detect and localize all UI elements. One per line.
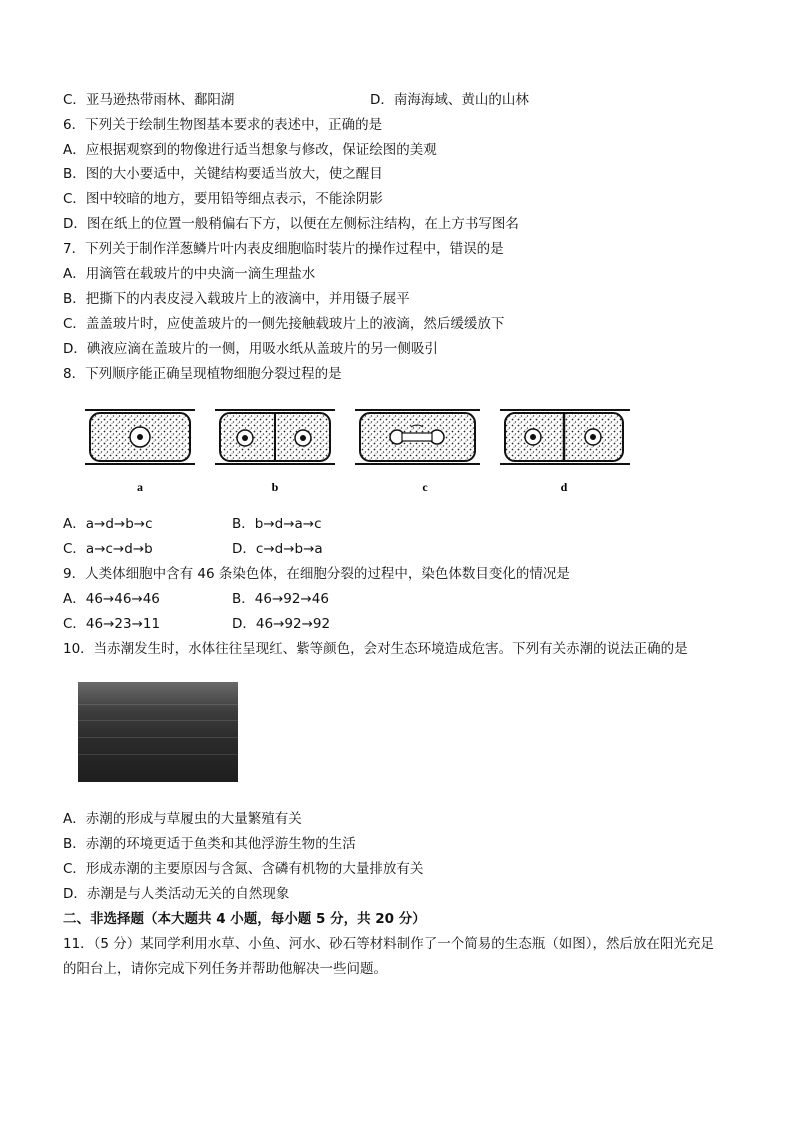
fig-label-b: b — [271, 480, 279, 494]
q10-option-b: B．赤潮的环境更适于鱼类和其他浮游生物的生活 — [63, 836, 356, 852]
section-2-heading: 二、非选择题（本大题共 4 小题，每小题 5 分，共 20 分） — [63, 911, 426, 927]
q7-option-b: B．把撕下的内表皮浸入载玻片上的液滴中，并用镊子展平 — [63, 291, 410, 307]
q9-option-a: A．46→46→46 — [63, 591, 160, 607]
cell-c — [355, 410, 480, 464]
q7-option-d: D．碘液应滴在盖玻片的一侧，用吸水纸从盖玻片的另一侧吸引 — [63, 341, 438, 357]
q6-option-b: B．图的大小要适中，关键结构要适当放大，使之醒目 — [63, 166, 383, 182]
q7-option-c: C．盖盖玻片时，应使盖玻片的一侧先接触载玻片上的液滴，然后缓缓放下 — [63, 316, 505, 332]
q7-stem: 7．下列关于制作洋葱鳞片叶内表皮细胞临时装片的操作过程中，错误的是 — [63, 241, 504, 257]
fig-label-c: c — [422, 480, 428, 494]
q6-stem: 6．下列关于绘制生物图基本要求的表述中，正确的是 — [63, 117, 383, 133]
q9-stem: 9．人类体细胞中含有 46 条染色体，在细胞分裂的过程中，染色体数目变化的情况是 — [63, 566, 570, 582]
q7-option-a: A．用滴管在载玻片的中央滴一滴生理盐水 — [63, 266, 316, 282]
fig-label-a: a — [137, 480, 143, 494]
q6-option-d: D．图在纸上的位置一般稍偏右下方，以便在左侧标注结构，在上方书写图名 — [63, 216, 519, 232]
q8-option-b: B．b→d→a→c — [232, 516, 322, 532]
q10-stem: 10．当赤潮发生时，水体往往呈现红、紫等颜色，会对生态环境造成危害。下列有关赤潮的说法正确的是 — [63, 641, 688, 657]
q6-option-c: C．图中较暗的地方，要用铅等细点表示，不能涂阴影 — [63, 191, 383, 207]
q5-option-c: C．亚马逊热带雨林、鄱阳湖 — [63, 92, 235, 108]
q9-option-d: D．46→92→92 — [232, 616, 331, 632]
q9-option-b: B．46→92→46 — [232, 591, 329, 607]
cell-b — [215, 410, 335, 464]
q11-stem-line-2: 的阳台上，请你完成下列任务并帮助他解决一些问题。 — [63, 961, 387, 977]
cell-division-figure — [85, 400, 630, 500]
q8-option-c: C．a→c→d→b — [63, 541, 153, 557]
cell-d — [500, 410, 630, 464]
q8-stem: 8．下列顺序能正确呈现植物细胞分裂过程的是 — [63, 366, 342, 382]
q10-option-d: D．赤潮是与人类活动无关的自然现象 — [63, 886, 290, 902]
cell-a — [85, 410, 195, 464]
q10-option-c: C．形成赤潮的主要原因与含氮、含磷有机物的大量排放有关 — [63, 861, 424, 877]
q6-option-a: A．应根据观察到的物像进行适当想象与修改，保证绘图的美观 — [63, 142, 437, 158]
q8-option-d: D．c→d→b→a — [232, 541, 323, 557]
q9-option-c: C．46→23→11 — [63, 616, 161, 632]
q11-stem-line-1: 11．（5 分）某同学利用水草、小鱼、河水、砂石等材料制作了一个简易的生态瓶（如图），然后放在阳光充足 — [63, 936, 715, 952]
q8-option-a: A．a→d→b→c — [63, 516, 153, 532]
fig-label-d: d — [560, 480, 568, 494]
q10-option-a: A．赤潮的形成与草履虫的大量繁殖有关 — [63, 811, 302, 827]
red-tide-photo — [78, 682, 238, 782]
q5-option-d: D．南海海域、黄山的山林 — [370, 92, 529, 108]
